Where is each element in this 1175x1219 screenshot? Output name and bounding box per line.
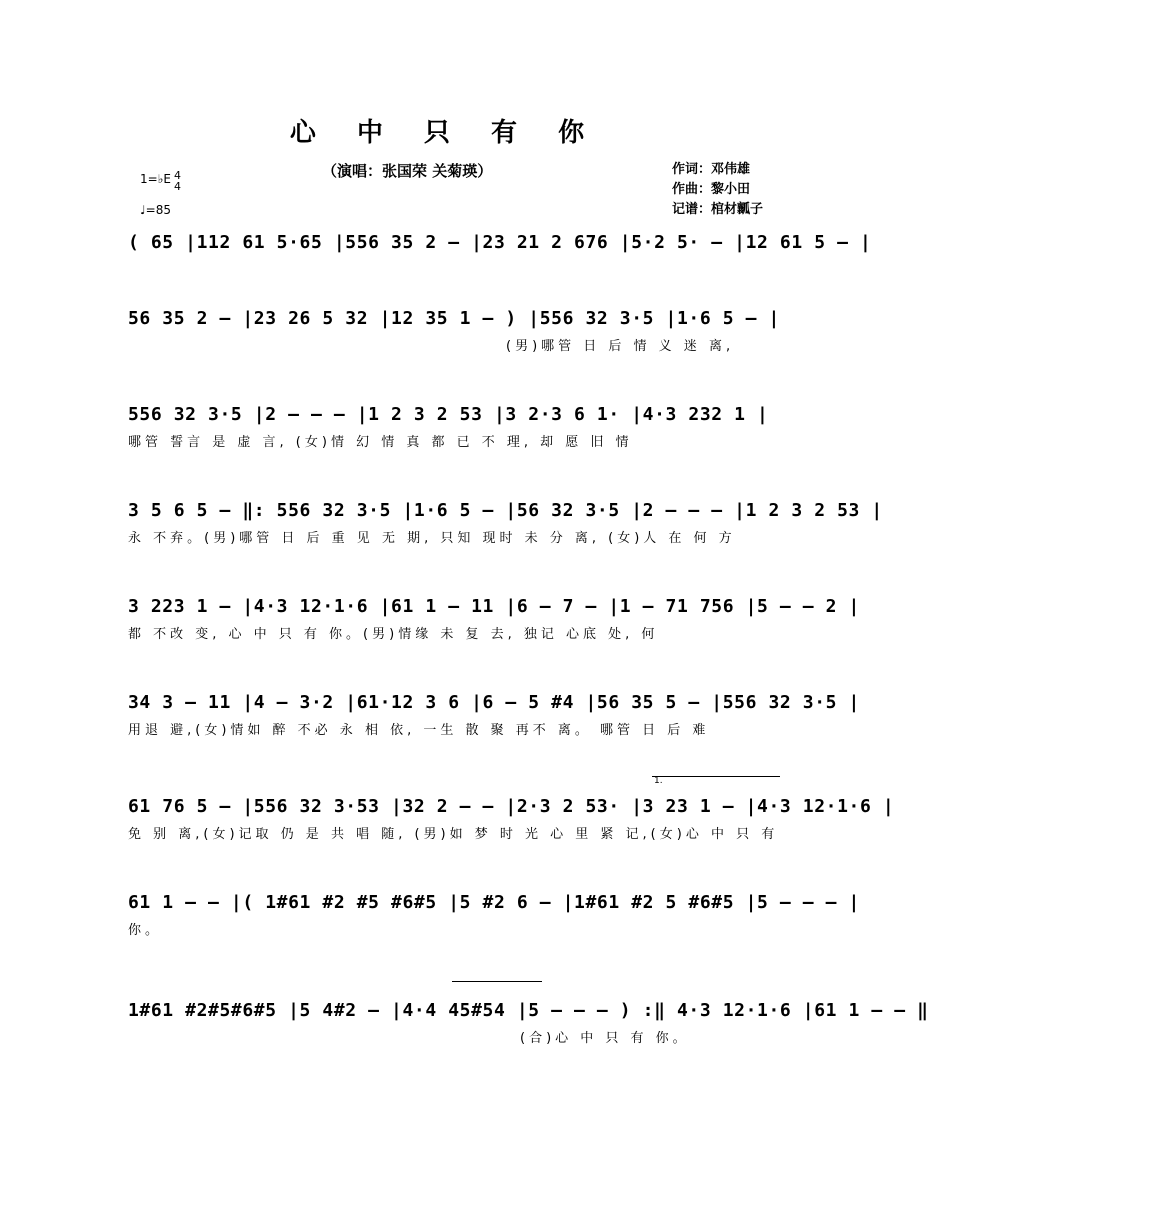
notes-text: 3 223 1 – |4·3 12·1·6 |61 1 – 11 |6 – 7 – |1 – 71 756 |5 – – 2 |	[128, 596, 860, 617]
notes-text: 61 76 5 – |556 32 3·53 |32 2 – – |2·3 2 53· |3 23 1 – |4·3 12·1·6 |	[128, 796, 895, 817]
notes-text: 3 5 6 5 – ‖: 556 32 3·5 |1·6 5 – |56 32 3·5 |2 – – – |1 2 3 2 53 |	[128, 500, 883, 521]
notes-text: 61 1 – – |( 1#61 #2 #5 #6#5 |5 #2 6 – |1#61 #2 5 #6#5 |5 – – – |	[128, 892, 860, 913]
notes-line	[128, 594, 860, 622]
tempo-marking: ♩=85	[140, 203, 171, 217]
score-row-8	[128, 890, 860, 950]
lyrics-line: 永 不弃。(男)哪管 日 后 重 见 无 期, 只知 现时 未 分 离, (女)人 在 何 方	[128, 531, 736, 546]
singers-line: （演唱：张国荣 关菊瑛）	[322, 162, 493, 180]
song-title: 心 中 只 有 你	[289, 118, 601, 148]
score-row-7	[128, 794, 895, 854]
notes-text: 34 3 – 11 |4 – 3·2 |61·12 3 6 |6 – 5 #4 |56 35 5 – |556 32 3·5 |	[128, 692, 860, 713]
lyrics-line: 哪管 誓言 是 虚 言, (女)情 幻 情 真 都 已 不 理, 却 愿 旧 情	[128, 435, 633, 450]
notes-line	[128, 498, 883, 526]
score-row-4	[128, 498, 883, 558]
volta-label: 1.	[654, 776, 663, 786]
key-label: 1=♭E	[140, 172, 171, 186]
credits	[672, 160, 763, 220]
score-row-6	[128, 690, 860, 750]
notes-line	[128, 890, 860, 918]
score-row-5	[128, 594, 860, 654]
lyrics-line: 都 不改 变, 心 中 只 有 你。(男)情缘 未 复 去, 独记 心底 处, 何	[128, 627, 659, 642]
lyrics-line: 用退 避,(女)情如 醉 不必 永 相 依, 一生 散 聚 再不 离。 哪管 日 后 难	[128, 723, 710, 738]
lyrics-line: (合)心 中 只 有 你。	[520, 1031, 690, 1046]
score-row-9	[128, 998, 929, 1058]
notes-text: 56 35 2 – |23 26 5 32 |12 35 1 – ) |556 32 3·5 |1·6 5 – |	[128, 308, 780, 329]
time-top: 4	[174, 169, 181, 182]
notes-line	[128, 690, 860, 718]
notes-line	[128, 998, 929, 1026]
notes-line	[128, 794, 895, 822]
score-row-1	[128, 230, 872, 290]
repeat-ending-bracket	[452, 981, 542, 992]
notes-text: ( 65 |112 61 5·65 |556 35 2 – |23 21 2 676 |5·2 5· – |12 61 5 – |	[128, 232, 872, 253]
lyricist-credit: 作词：邓伟雄	[672, 162, 751, 177]
lyrics-line: 你。	[128, 923, 163, 938]
time-signature	[174, 170, 181, 192]
score-row-2	[128, 306, 783, 366]
time-bottom: 4	[174, 180, 181, 193]
lyrics-line: (男)哪管 日 后 情 义 迷 离,	[506, 339, 735, 354]
score-row-3	[128, 402, 783, 462]
composer-credit: 作曲：黎小田	[672, 182, 751, 197]
notes-line	[128, 306, 783, 334]
notes-line	[128, 230, 872, 258]
key-signature	[140, 169, 181, 193]
notes-line	[128, 402, 783, 430]
transcriber-credit: 记谱：棺材瓤子	[672, 202, 764, 217]
lyrics-line: 免 别 离,(女)记取 仍 是 共 唱 随, (男)如 梦 时 光 心 里 紧 记,(女)心 中 只 有	[128, 827, 779, 842]
first-ending-bracket	[652, 776, 780, 787]
notes-text: 556 32 3·5 |2 – – – |1 2 3 2 53 |3 2·3 6 1· |4·3 232 1 |	[128, 404, 769, 425]
notes-text: 1#61 #2#5#6#5 |5 4#2 – |4·4 45#54 |5 – – – ) :‖ 4·3 12·1·6 |61 1 – – ‖	[128, 1000, 929, 1021]
